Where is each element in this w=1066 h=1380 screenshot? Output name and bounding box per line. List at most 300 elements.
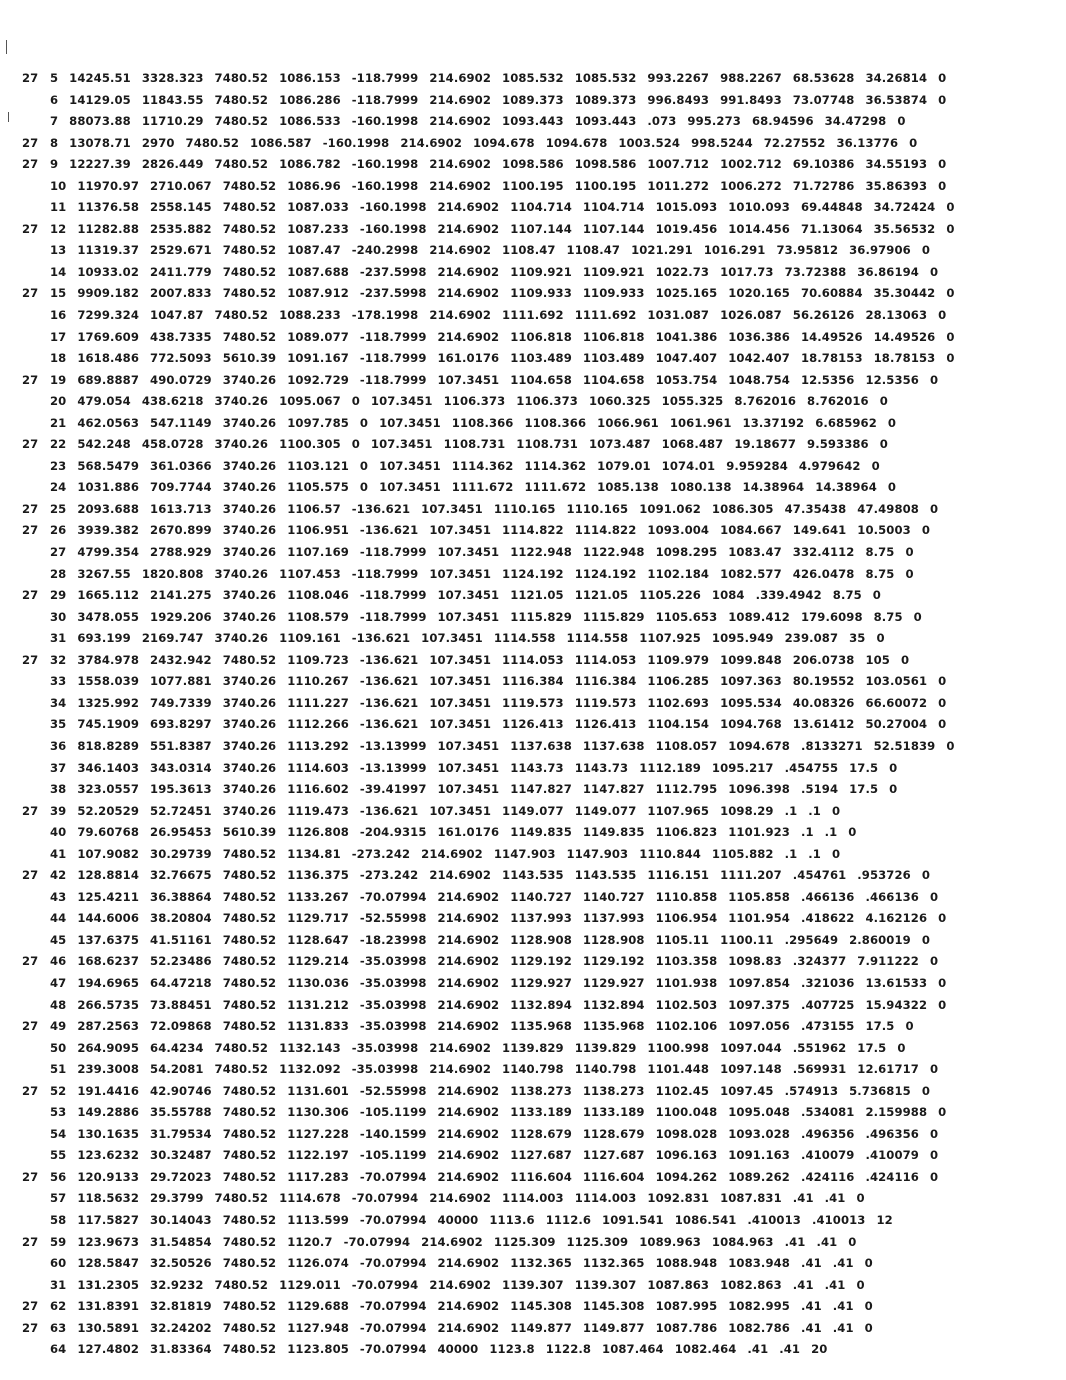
table-row: [22, 865, 1062, 887]
table-cell: 0: [938, 911, 947, 926]
table-cell: 19: [50, 372, 67, 387]
row-values: [50, 736, 955, 758]
row-prefix: 27: [22, 437, 39, 452]
table-cell: 73.07748: [792, 92, 855, 107]
table-cell: .41: [816, 1234, 838, 1249]
table-cell: 107.3451: [370, 394, 433, 409]
table-cell: 73.72388: [784, 264, 847, 279]
table-cell: 47: [50, 975, 67, 990]
table-cell: .1: [808, 846, 821, 861]
table-row: [22, 542, 1062, 564]
table-row: [22, 1038, 1062, 1060]
table-cell: 1092.831: [647, 1191, 710, 1206]
table-cell: 107.3451: [437, 545, 500, 560]
table-cell: 1086.286: [279, 92, 341, 107]
table-cell: 8.75: [865, 566, 895, 581]
table-row: [22, 456, 1062, 478]
table-cell: 1092.729: [287, 372, 349, 387]
table-cell: 1147.903: [566, 846, 629, 861]
table-cell: 7480.52: [214, 1040, 269, 1055]
table-cell: 80.19552: [792, 674, 855, 689]
table-row: [22, 995, 1062, 1017]
table-cell: 66.60072: [865, 695, 928, 710]
table-cell: 7480.52: [222, 911, 277, 926]
table-cell: 1122.948: [510, 545, 572, 560]
table-cell: 69.44848: [800, 200, 863, 215]
table-cell: 194.6965: [77, 975, 140, 990]
table-cell: 30.32487: [150, 1148, 212, 1163]
table-cell: 1133.189: [510, 1105, 572, 1120]
table-cell: 20: [50, 394, 67, 409]
table-cell: -118.7999: [351, 92, 419, 107]
table-cell: 0: [938, 92, 947, 107]
table-cell: 14.49526: [873, 329, 936, 344]
table-cell: 3740.26: [222, 458, 277, 473]
table-cell: 1110.858: [655, 889, 718, 904]
table-cell: .339.4942: [755, 588, 822, 603]
table-cell: 1129.011: [279, 1277, 341, 1292]
table-cell: 56: [50, 1169, 67, 1184]
table-row: [22, 758, 1062, 780]
table-cell: 7480.52: [214, 157, 269, 172]
table-cell: 490.0729: [150, 372, 212, 387]
row-values: [50, 930, 930, 952]
table-cell: 214.6902: [437, 997, 500, 1012]
table-cell: 1031.886: [77, 480, 140, 495]
table-cell: -70.07994: [359, 1342, 427, 1357]
table-cell: 9: [50, 157, 59, 172]
table-cell: 13.61533: [865, 975, 928, 990]
table-cell: 117.5827: [77, 1212, 140, 1227]
table-cell: 1036.386: [728, 329, 790, 344]
table-cell: 1114.003: [502, 1191, 564, 1206]
table-cell: 73.88451: [150, 997, 212, 1012]
table-cell: 1129.717: [287, 911, 349, 926]
table-cell: 1104.154: [647, 717, 710, 732]
table-cell: 1111.672: [451, 480, 514, 495]
table-cell: 239.3008: [77, 1062, 140, 1077]
table-cell: 214.6902: [429, 114, 492, 129]
table-cell: 1087.912: [287, 286, 349, 301]
table-row: [22, 1339, 1062, 1361]
table-cell: 1047.407: [655, 351, 718, 366]
table-cell: 1102.184: [647, 566, 710, 581]
table-cell: 1109.979: [647, 652, 710, 667]
table-cell: 46: [50, 954, 67, 969]
table-cell: 1084.963: [711, 1234, 774, 1249]
table-cell: 1094.678: [545, 135, 608, 150]
table-cell: 33: [50, 674, 67, 689]
table-cell: 1089.373: [574, 92, 637, 107]
table-cell: 818.8289: [77, 738, 140, 753]
table-cell: 1097.854: [728, 975, 790, 990]
table-cell: .454761: [792, 868, 847, 883]
table-cell: 3939.382: [77, 523, 140, 538]
table-cell: 1102.106: [655, 1019, 718, 1034]
row-values: [50, 154, 946, 176]
row-prefix: 27: [22, 286, 39, 301]
table-cell: 1140.798: [574, 1062, 637, 1077]
table-cell: 2788.929: [150, 545, 212, 560]
row-prefix: 27: [22, 652, 39, 667]
table-row: [22, 133, 1062, 155]
table-cell: .454755: [784, 760, 839, 775]
table-cell: 47.35438: [784, 501, 847, 516]
table-cell: 1120.7: [287, 1234, 333, 1249]
table-row: [22, 671, 1062, 693]
table-cell: 1100.195: [574, 178, 637, 193]
table-cell: 13078.71: [69, 135, 131, 150]
table-cell: 1085.138: [597, 480, 659, 495]
table-cell: 10: [50, 178, 67, 193]
table-cell: 1098.29: [720, 803, 774, 818]
table-cell: 0: [929, 1169, 939, 1184]
table-cell: 1073.487: [588, 437, 651, 452]
row-prefix: 27: [22, 588, 39, 603]
table-cell: -70.07994: [359, 1299, 427, 1314]
table-cell: -136.621: [351, 501, 411, 516]
table-cell: 62: [50, 1299, 67, 1314]
table-cell: 7480.52: [214, 1277, 269, 1292]
table-cell: 1147.827: [582, 782, 645, 797]
table-cell: 36.97906: [849, 243, 911, 258]
table-cell: -160.1998: [351, 178, 419, 193]
table-cell: 1100.998: [647, 1040, 710, 1055]
row-values: [50, 973, 946, 995]
table-cell: -118.7999: [359, 372, 427, 387]
table-cell: 0: [359, 458, 369, 473]
table-cell: 1086.153: [279, 71, 341, 85]
table-cell: 3740.26: [214, 566, 269, 581]
table-cell: 107.3451: [421, 501, 483, 516]
table-cell: 123.6232: [77, 1148, 140, 1163]
table-cell: 0: [938, 997, 947, 1012]
table-cell: 1082.863: [720, 1277, 782, 1292]
table-cell: 1140.798: [502, 1062, 564, 1077]
row-values: [50, 1188, 865, 1210]
table-cell: 1134.81: [287, 846, 341, 861]
table-cell: 3740.26: [222, 545, 277, 560]
table-cell: 214.6902: [437, 200, 500, 215]
table-cell: 0: [921, 1083, 930, 1098]
table-cell: 32.9232: [150, 1277, 204, 1292]
table-cell: 1094.678: [473, 135, 535, 150]
table-cell: 3740.26: [222, 717, 277, 732]
table-cell: 1112.266: [287, 717, 349, 732]
table-cell: 191.4416: [77, 1083, 140, 1098]
table-cell: 40.08326: [792, 695, 855, 710]
table-cell: 7480.52: [214, 1191, 269, 1206]
row-prefix: 27: [22, 135, 39, 150]
table-cell: 214.6902: [421, 1234, 483, 1249]
table-cell: 1097.363: [720, 674, 782, 689]
table-cell: 3740.26: [222, 609, 277, 624]
table-cell: 21: [50, 415, 67, 430]
table-cell: 1106.285: [647, 674, 710, 689]
table-cell: 214.6902: [429, 1040, 492, 1055]
table-cell: 214.6902: [437, 264, 500, 279]
table-cell: 0: [831, 846, 841, 861]
table-cell: 1112.6: [545, 1212, 592, 1227]
table-cell: 214.6902: [437, 975, 500, 990]
table-cell: 1106.818: [582, 329, 645, 344]
table-row: [22, 240, 1062, 262]
table-cell: 14: [50, 264, 67, 279]
row-values: [50, 714, 946, 736]
table-cell: 1109.723: [287, 652, 349, 667]
table-cell: 1104.714: [510, 200, 572, 215]
table-cell: 0: [938, 674, 947, 689]
table-cell: 3740.26: [222, 523, 277, 538]
row-prefix: 27: [22, 1320, 39, 1335]
table-cell: 1100.11: [720, 932, 774, 947]
table-cell: 1665.112: [77, 588, 140, 603]
table-cell: 1077.881: [150, 674, 212, 689]
row-prefix: 27: [22, 523, 39, 538]
table-cell: 1109.933: [582, 286, 645, 301]
table-cell: 1325.992: [77, 695, 140, 710]
table-row: [22, 908, 1062, 930]
table-cell: 1114.053: [502, 652, 564, 667]
table-cell: 17: [50, 329, 67, 344]
table-cell: 128.8814: [77, 868, 140, 883]
table-cell: 1106.373: [516, 394, 578, 409]
table-cell: 68.53628: [792, 71, 855, 85]
table-cell: 107.3451: [437, 588, 500, 603]
table-cell: 2826.449: [141, 157, 204, 172]
table-cell: 772.5093: [150, 351, 212, 366]
table-cell: 1113.292: [287, 738, 349, 753]
table-cell: 0: [831, 803, 841, 818]
table-cell: 1111.207: [720, 868, 782, 883]
row-values: [50, 305, 946, 327]
table-cell: 7480.52: [222, 1083, 277, 1098]
table-cell: 1079.01: [597, 458, 651, 473]
table-cell: 1093.004: [647, 523, 710, 538]
table-cell: 11710.29: [141, 114, 204, 129]
table-cell: 63: [50, 1320, 67, 1335]
table-cell: -35.03998: [359, 954, 427, 969]
table-cell: 1119.573: [502, 695, 564, 710]
table-cell: 9.593386: [807, 437, 869, 452]
table-row: [22, 1318, 1062, 1340]
table-cell: 547.1149: [150, 415, 212, 430]
table-cell: 1097.148: [720, 1062, 782, 1077]
table-cell: 1020.165: [728, 286, 790, 301]
table-cell: 0: [921, 932, 930, 947]
table-cell: 1086.782: [279, 157, 341, 172]
table-cell: 35.30442: [873, 286, 936, 301]
table-cell: 0: [921, 523, 930, 538]
table-cell: 1613.713: [150, 501, 212, 516]
table-cell: 1106.818: [510, 329, 572, 344]
table-cell: 7480.52: [222, 286, 277, 301]
table-cell: -178.1998: [351, 308, 419, 323]
table-cell: 1122.8: [545, 1342, 592, 1357]
row-values: [50, 650, 909, 672]
table-cell: 693.8297: [150, 717, 212, 732]
table-cell: 0: [848, 1234, 857, 1249]
table-cell: 1128.908: [582, 932, 645, 947]
table-cell: 1117.283: [287, 1169, 349, 1184]
table-cell: 14129.05: [69, 92, 131, 107]
table-cell: 1107.965: [647, 803, 710, 818]
table-cell: 1100.305: [279, 437, 341, 452]
table-cell: 214.6902: [429, 308, 492, 323]
table-cell: 72.09868: [150, 1019, 212, 1034]
table-cell: 107.3451: [421, 631, 483, 646]
table-cell: 3740.26: [222, 782, 277, 797]
table-cell: 18: [50, 351, 67, 366]
table-cell: 1097.056: [728, 1019, 790, 1034]
table-cell: 64.47218: [150, 975, 212, 990]
table-cell: 13: [50, 243, 67, 258]
table-cell: 361.0366: [150, 458, 212, 473]
table-row: [22, 434, 1062, 456]
table-cell: 149.2886: [77, 1105, 140, 1120]
table-cell: 1095.949: [711, 631, 774, 646]
table-cell: 214.6902: [437, 329, 500, 344]
table-cell: .466136: [800, 889, 855, 904]
table-cell: 1108.731: [516, 437, 578, 452]
row-values: [50, 1167, 938, 1189]
row-prefix: 27: [22, 1019, 39, 1034]
table-cell: 37: [50, 760, 67, 775]
row-values: [50, 564, 914, 586]
table-cell: .407725: [800, 997, 855, 1012]
table-cell: 64: [50, 1342, 67, 1357]
table-cell: 107.3451: [429, 652, 492, 667]
table-cell: 1109.933: [510, 286, 572, 301]
table-cell: 1102.45: [655, 1083, 710, 1098]
table-cell: 0: [938, 71, 947, 85]
table-cell: 1105.653: [655, 609, 718, 624]
table-cell: 323.0557: [77, 782, 140, 797]
table-cell: 1139.829: [574, 1040, 637, 1055]
table-cell: 0: [897, 114, 906, 129]
table-cell: 1101.448: [647, 1062, 710, 1077]
table-row: [22, 1059, 1062, 1081]
table-cell: 107.9082: [77, 846, 140, 861]
table-row: [22, 283, 1062, 305]
table-cell: 17.5: [865, 1019, 895, 1034]
table-cell: 7: [50, 114, 59, 129]
table-cell: 1108.47: [566, 243, 621, 258]
table-cell: 0: [887, 415, 897, 430]
table-cell: 1014.456: [728, 221, 790, 236]
table-cell: 7480.52: [222, 1320, 277, 1335]
table-cell: .41: [800, 1320, 822, 1335]
table-cell: 1083.948: [728, 1256, 790, 1271]
table-row: [22, 348, 1062, 370]
table-cell: 3328.323: [141, 71, 204, 85]
table-cell: 1116.604: [582, 1169, 645, 1184]
table-cell: 1082.577: [720, 566, 782, 581]
table-cell: 52.72451: [150, 803, 212, 818]
table-cell: 1082.995: [728, 1299, 790, 1314]
table-cell: 7480.52: [222, 868, 277, 883]
table-cell: 1007.712: [647, 157, 710, 172]
table-cell: 1098.028: [655, 1126, 718, 1141]
table-cell: 1003.524: [618, 135, 681, 150]
table-cell: 3740.26: [222, 674, 277, 689]
table-cell: 1089.077: [287, 329, 349, 344]
table-cell: .574913: [784, 1083, 839, 1098]
table-cell: 32.76675: [150, 868, 212, 883]
table-cell: 693.199: [77, 631, 131, 646]
table-cell: .41: [800, 1299, 822, 1314]
table-cell: 137.6375: [77, 932, 140, 947]
table-cell: .321036: [800, 975, 855, 990]
table-cell: 1104.658: [582, 372, 645, 387]
table-cell: 36.86194: [857, 264, 919, 279]
table-cell: -160.1998: [359, 221, 427, 236]
table-cell: 0: [864, 1320, 873, 1335]
row-values: [50, 1145, 938, 1167]
table-row: [22, 520, 1062, 542]
table-cell: 1096.398: [728, 782, 790, 797]
table-cell: -273.242: [359, 868, 419, 883]
table-cell: 42: [50, 868, 67, 883]
table-cell: 1101.954: [728, 911, 790, 926]
table-cell: 1053.754: [655, 372, 718, 387]
table-cell: 1130.036: [287, 975, 349, 990]
table-cell: 10.5003: [857, 523, 911, 538]
table-cell: 1127.948: [287, 1320, 349, 1335]
table-cell: -70.07994: [351, 1191, 419, 1206]
table-cell: -105.1199: [359, 1105, 427, 1120]
row-values: [50, 607, 922, 629]
table-cell: 31.54854: [150, 1234, 212, 1249]
table-cell: 3740.26: [222, 738, 277, 753]
table-cell: 7480.52: [222, 889, 277, 904]
table-cell: 1097.785: [287, 415, 349, 430]
table-cell: 1138.273: [582, 1083, 645, 1098]
table-cell: 1047.87: [150, 308, 204, 323]
table-cell: 1820.808: [141, 566, 204, 581]
table-cell: 1082.786: [728, 1320, 790, 1335]
table-cell: 7480.52: [222, 1299, 277, 1314]
table-row: [22, 1275, 1062, 1297]
table-cell: 11: [50, 200, 67, 215]
table-cell: .41: [779, 1342, 801, 1357]
table-cell: 7480.52: [214, 114, 269, 129]
table-cell: 1114.603: [287, 760, 349, 775]
table-cell: 1128.679: [510, 1126, 572, 1141]
table-cell: 29: [50, 588, 67, 603]
table-cell: 8.75: [873, 609, 903, 624]
table-cell: 1068.487: [661, 437, 724, 452]
table-cell: 332.4112: [792, 545, 855, 560]
table-row: [22, 219, 1062, 241]
table-cell: 32.24202: [150, 1320, 212, 1335]
row-values: [50, 1232, 856, 1254]
table-cell: 1149.877: [510, 1320, 572, 1335]
table-cell: 1129.214: [287, 954, 349, 969]
table-cell: 34.72424: [873, 200, 936, 215]
table-cell: 214.6902: [437, 221, 500, 236]
table-cell: 1107.144: [510, 221, 572, 236]
table-cell: 542.248: [77, 437, 131, 452]
table-cell: 1110.165: [493, 501, 556, 516]
table-cell: -35.03998: [359, 997, 427, 1012]
table-cell: 36.38864: [150, 889, 212, 904]
table-cell: 0: [909, 135, 918, 150]
table-cell: 214.6902: [429, 1062, 492, 1077]
row-values: [50, 370, 938, 392]
table-cell: 1558.039: [77, 674, 140, 689]
table-cell: 1017.73: [720, 264, 774, 279]
